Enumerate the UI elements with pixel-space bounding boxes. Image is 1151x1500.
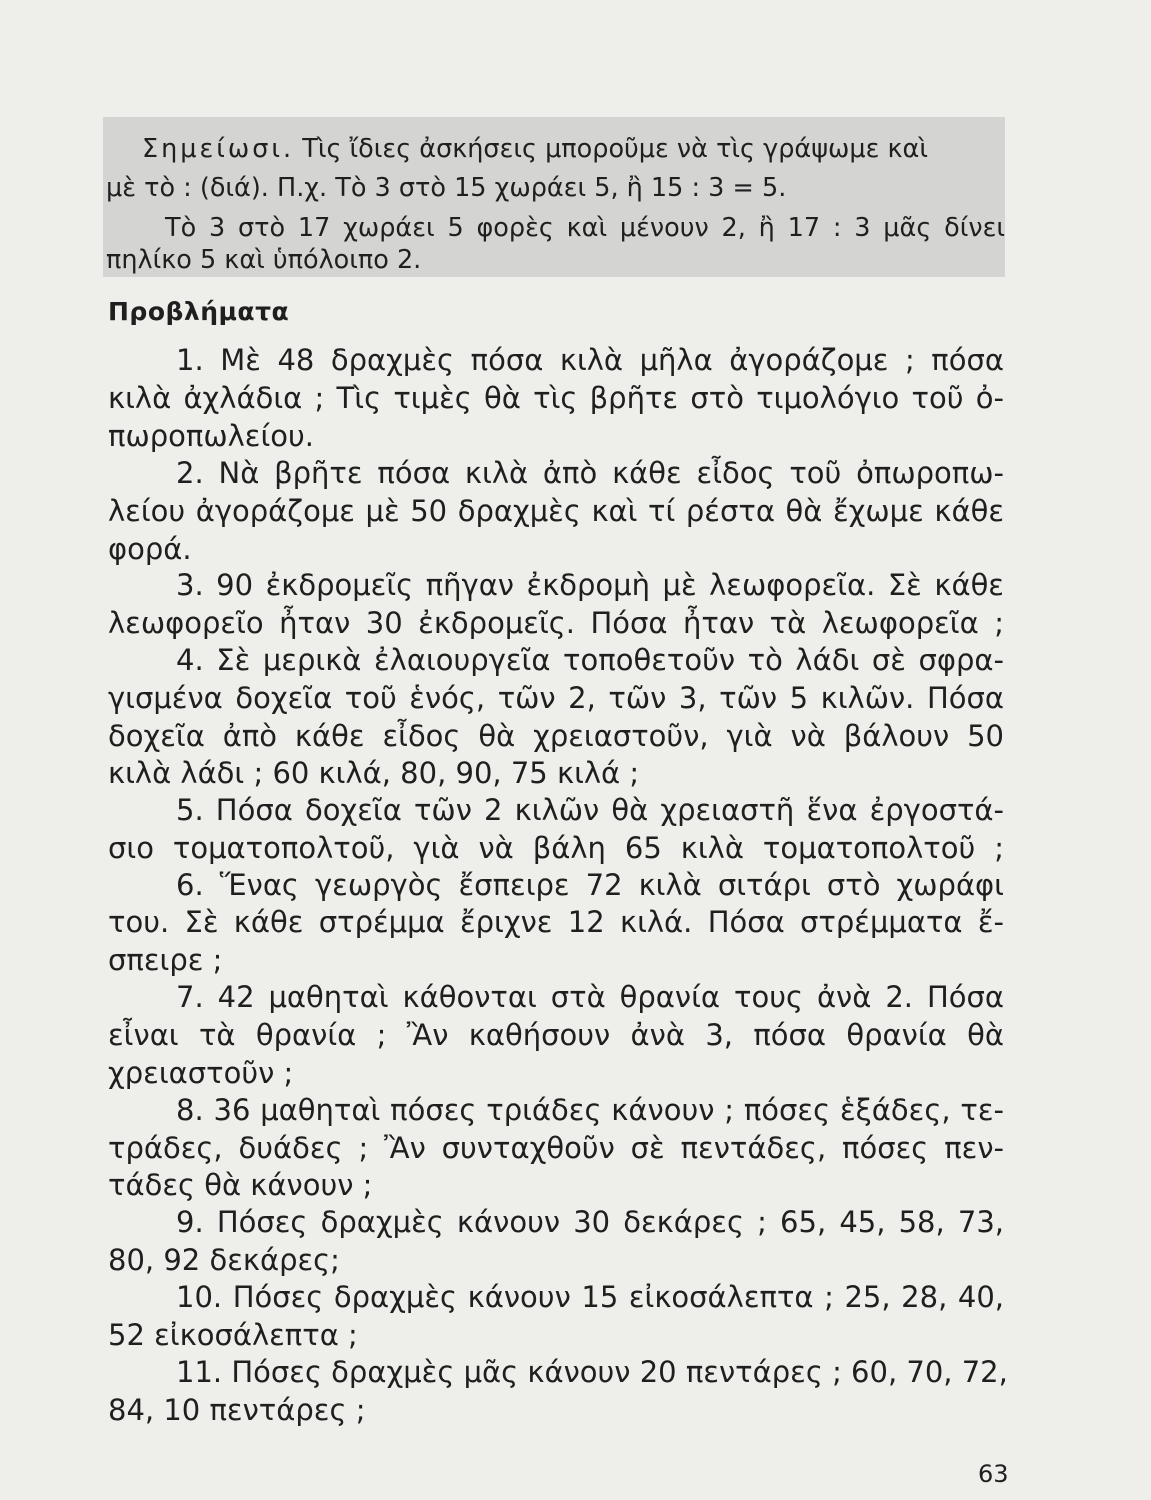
problem-line: τράδες, δυάδες ; Ἂν συνταχθοῦν σὲ πεντάδες, πόσες πεν- bbox=[108, 1131, 1004, 1165]
problem-line: δοχεῖα ἀπὸ κάθε εἶδος θὰ χρειαστοῦν, γιὰ νὰ βάλουν 50 bbox=[108, 719, 1004, 753]
note-box bbox=[103, 117, 1005, 277]
problem-line: του. Σὲ κάθε στρέμμα ἔριχνε 12 κιλά. Πόσα στρέμματα ἔ- bbox=[108, 905, 1004, 939]
problem-line: σπειρε ; bbox=[108, 943, 223, 977]
problem-line: κιλὰ λάδι ; 60 κιλά, 80, 90, 75 κιλά ; bbox=[108, 756, 640, 790]
note-text-1: Τὶς ἴδιες ἀσκήσεις μποροῦμε νὰ τὶς γράψωμε καὶ bbox=[302, 134, 928, 164]
problem-line: 2. Νὰ βρῆτε πόσα κιλὰ ἀπὸ κάθε εἶδος τοῦ ὀπωροπω- bbox=[176, 456, 1004, 490]
problem-line: πωροπωλείου. bbox=[108, 419, 315, 453]
note-line-3: Τὸ 3 στὸ 17 χωράει 5 φορὲς καὶ μένουν 2, ἢ 17 : 3 μᾶς δίνει bbox=[165, 213, 1005, 243]
problem-line: λείου ἀγοράζομε μὲ 50 δραχμὲς καὶ τί ρέστα θὰ ἔχωμε κάθε bbox=[108, 494, 1004, 528]
problem-line: τάδες θὰ κάνουν ; bbox=[108, 1168, 373, 1202]
note-line-4: πηλίκο 5 καὶ ὑπόλοιπο 2. bbox=[106, 245, 422, 275]
problem-line: 5. Πόσα δοχεῖα τῶν 2 κιλῶν θὰ χρειαστῆ ἕνα ἐργοστά- bbox=[176, 793, 1004, 827]
problem-line: εἶναι τὰ θρανία ; Ἂν καθήσουν ἀνὰ 3, πόσα θρανία θὰ bbox=[108, 1018, 1004, 1052]
problem-line: 10. Πόσες δραχμὲς κάνουν 15 εἰκοσάλεπτα ; 25, 28, 40, bbox=[176, 1280, 1004, 1314]
problem-line: 11. Πόσες δραχμὲς μᾶς κάνουν 20 πεντάρες ; 60, 70, 72, bbox=[176, 1355, 1008, 1389]
problem-line: 84, 10 πεντάρες ; bbox=[108, 1393, 366, 1427]
problem-line: χρειαστοῦν ; bbox=[108, 1056, 294, 1090]
problem-line: κιλὰ ἀχλάδια ; Τὶς τιμὲς θὰ τὶς βρῆτε στὸ τιμολόγιο τοῦ ὀ- bbox=[108, 381, 1004, 415]
problem-line: γισμένα δοχεῖα τοῦ ἑνός, τῶν 2, τῶν 3, τῶν 5 κιλῶν. Πόσα bbox=[108, 681, 1004, 715]
problem-line: 80, 92 δεκάρες; bbox=[108, 1243, 340, 1277]
note-line-2: μὲ τὸ : (διά). Π.χ. Τὸ 3 στὸ 15 χωράει 5, ἢ 15 : 3 = 5. bbox=[106, 173, 787, 203]
section-heading: Προβλήματα bbox=[108, 297, 290, 326]
note-label: Σημείωσι. bbox=[142, 134, 295, 164]
problem-line: λεωφορεῖο ἦταν 30 ἐκδρομεῖς. Πόσα ἦταν τὰ λεωφορεῖα ; bbox=[108, 606, 1004, 640]
problem-line: 52 εἰκοσάλεπτα ; bbox=[108, 1318, 358, 1352]
note-line-1 bbox=[142, 134, 1005, 164]
problem-line: φορά. bbox=[108, 532, 192, 566]
problem-line: 8. 36 μαθηταὶ πόσες τριάδες κάνουν ; πόσες ἑξάδες, τε- bbox=[176, 1093, 1004, 1127]
problem-line: 1. Μὲ 48 δραχμὲς πόσα κιλὰ μῆλα ἀγοράζομε ; πόσα bbox=[176, 343, 1004, 377]
problem-line: 6. Ἕνας γεωργὸς ἔσπειρε 72 κιλὰ σιτάρι στὸ χωράφι bbox=[176, 868, 1004, 902]
page-number: 63 bbox=[978, 1460, 1009, 1488]
problem-line: 7. 42 μαθηταὶ κάθονται στὰ θρανία τους ἀνὰ 2. Πόσα bbox=[176, 980, 1004, 1014]
problem-line: 3. 90 ἐκδρομεῖς πῆγαν ἐκδρομὴ μὲ λεωφορεῖα. Σὲ κάθε bbox=[176, 568, 1004, 602]
problem-line: 9. Πόσες δραχμὲς κάνουν 30 δεκάρες ; 65, 45, 58, 73, bbox=[176, 1205, 1004, 1239]
problem-line: 4. Σὲ μερικὰ ἐλαιουργεῖα τοποθετοῦν τὸ λάδι σὲ σφρα- bbox=[176, 643, 1004, 677]
problem-line: σιο τοματοπολτοῦ, γιὰ νὰ βάλη 65 κιλὰ τοματοπολτοῦ ; bbox=[108, 831, 1004, 865]
